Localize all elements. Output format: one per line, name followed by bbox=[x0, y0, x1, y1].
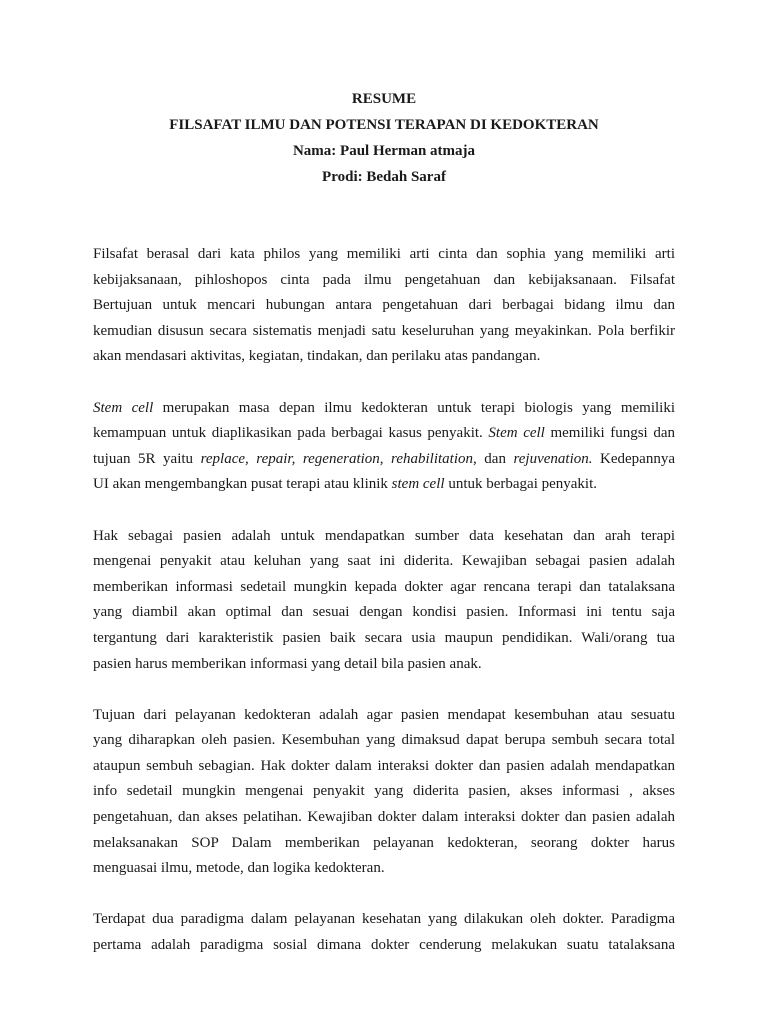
text-line bbox=[93, 421, 675, 447]
italic-term: Stem cell bbox=[488, 425, 545, 442]
paragraph-stem-cell bbox=[93, 396, 675, 498]
text-line: menguasai ilmu, metode, dan logika kedokteran. bbox=[93, 860, 385, 877]
paragraph-filsafat bbox=[93, 242, 675, 370]
text-line: melaksanakan SOP Dalam memberikan pelayanan kedokteran, seorang dokter harus bbox=[93, 834, 675, 851]
text-line: Tujuan dari pelayanan kedokteran adalah agar pasien mendapat kesembuhan atau sesuatu bbox=[93, 706, 675, 723]
text-line: kemudian disusun secara sistematis menjadi satu keseluruhan yang meyakinkan. Pola berfikir bbox=[93, 322, 675, 339]
text-line: pasien harus memberikan informasi yang detail bila pasien anak. bbox=[93, 655, 482, 672]
text-line: pengetahuan, dan akses pelatihan. Kewajiban dokter dalam interaksi dokter dan pasien adalah bbox=[93, 809, 675, 826]
text-line bbox=[93, 396, 675, 422]
italic-term: replace, repair, regeneration, rehabilitation, bbox=[200, 450, 477, 467]
text-line bbox=[93, 472, 675, 498]
text-run: memiliki fungsi dan bbox=[544, 425, 675, 442]
text-line: yang diambil akan optimal dan sesuai dengan kondisi pasien. Informasi ini tentu saja bbox=[93, 604, 675, 621]
text-run: dan bbox=[476, 450, 514, 467]
text-line: tergantung dari karakteristik pasien baik secara usia maupun pendidikan. Wali/orang tua bbox=[93, 629, 675, 646]
document-subtitle: FILSAFAT ILMU DAN POTENSI TERAPAN DI KEDOKTERAN bbox=[169, 117, 599, 133]
text-line: akan mendasari aktivitas, kegiatan, tindakan, dan perilaku atas pandangan. bbox=[93, 348, 541, 365]
text-line: Bertujuan untuk mencari hubungan antara pengetahuan dari berbagai bidang ilmu dan bbox=[93, 297, 675, 314]
text-run: kemampuan untuk diaplikasikan pada berbagai kasus penyakit. bbox=[93, 425, 489, 442]
text-line: memberikan informasi sedetail mungkin kepada dokter agar rencana terapi dan tatalaksana bbox=[93, 578, 675, 595]
text-line: ataupun sembuh sebagian. Hak dokter dalam interaksi dokter dan pasien adalah mendapatkan bbox=[93, 757, 675, 774]
text-line: yang diharapkan oleh pasien. Kesembuhan yang dimaksud dapat berupa sembuh secara total bbox=[93, 732, 675, 749]
document-header bbox=[93, 86, 675, 190]
text-run: UI akan mengembangkan pusat terapi atau klinik bbox=[93, 476, 392, 493]
document-body bbox=[93, 242, 675, 959]
italic-term: rejuvenation. bbox=[513, 450, 593, 467]
text-line: kebijaksanaan, pihloshopos cinta pada ilmu pengetahuan dan kebijaksanaan. Filsafat bbox=[93, 271, 675, 288]
text-line bbox=[93, 447, 675, 473]
document-title: RESUME bbox=[351, 91, 417, 107]
text-line: info sedetail mungkin mengenai penyakit yang diderita pasien, akses informasi , akses bbox=[93, 783, 675, 800]
text-run: untuk berbagai penyakit. bbox=[444, 476, 598, 493]
text-line: mengenai penyakit atau keluhan yang saat ini diderita. Kewajiban sebagai pasien adalah bbox=[93, 553, 675, 570]
italic-term: stem cell bbox=[391, 476, 445, 493]
text-line: Hak sebagai pasien adalah untuk mendapatkan sumber data kesehatan dan arah terapi bbox=[93, 527, 675, 544]
text-line: Filsafat berasal dari kata philos yang memiliki arti cinta dan sophia yang memiliki arti bbox=[93, 246, 675, 262]
paragraph-paradigma bbox=[93, 907, 675, 958]
text-run: Kedepannya bbox=[592, 450, 675, 467]
paragraph-hak-pasien bbox=[93, 524, 675, 678]
text-line: pertama adalah paradigma sosial dimana dokter cenderung melakukan suatu tatalaksana bbox=[93, 937, 675, 954]
italic-term: Stem cell bbox=[93, 399, 154, 416]
paragraph-pelayanan bbox=[93, 703, 675, 882]
text-run: merupakan masa depan ilmu kedokteran untuk terapi biologis yang memiliki bbox=[153, 399, 675, 416]
author-name: Nama: Paul Herman atmaja bbox=[292, 143, 476, 159]
text-line: Terdapat dua paradigma dalam pelayanan kesehatan yang dilakukan oleh dokter. Paradigma bbox=[93, 911, 675, 928]
study-program: Prodi: Bedah Saraf bbox=[322, 169, 446, 185]
text-run: tujuan 5R yaitu bbox=[93, 450, 201, 467]
